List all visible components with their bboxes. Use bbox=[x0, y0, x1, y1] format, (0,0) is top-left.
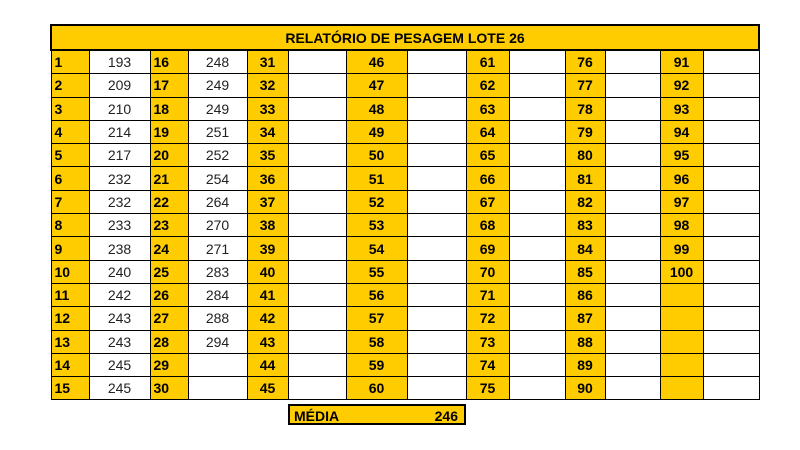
table-row bbox=[51, 353, 759, 376]
lot-number-cell: 89 bbox=[565, 353, 605, 376]
weight-value-cell bbox=[288, 120, 346, 143]
lot-number-cell: 65 bbox=[466, 144, 509, 167]
weight-value-cell bbox=[288, 50, 346, 74]
weight-value-cell bbox=[703, 144, 759, 167]
lot-number-cell: 29 bbox=[150, 353, 188, 376]
weight-value-cell bbox=[407, 283, 466, 306]
lot-number-cell: 56 bbox=[346, 283, 407, 306]
lot-number-cell: 46 bbox=[346, 50, 407, 74]
weight-value-cell bbox=[605, 260, 660, 283]
weight-value-cell bbox=[407, 260, 466, 283]
lot-number-cell: 17 bbox=[150, 74, 188, 97]
weight-value-cell bbox=[605, 283, 660, 306]
weight-value-cell: 242 bbox=[89, 283, 150, 306]
lot-number-cell: 100 bbox=[660, 260, 703, 283]
weight-value-cell bbox=[288, 144, 346, 167]
lot-number-cell: 61 bbox=[466, 50, 509, 74]
table-row bbox=[51, 97, 759, 120]
lot-number-cell: 4 bbox=[51, 120, 89, 143]
lot-number-cell bbox=[660, 307, 703, 330]
weight-value-cell bbox=[605, 190, 660, 213]
weight-value-cell bbox=[407, 330, 466, 353]
weight-value-cell: 238 bbox=[89, 237, 150, 260]
lot-number-cell: 12 bbox=[51, 307, 89, 330]
weight-value-cell bbox=[407, 50, 466, 74]
weight-value-cell: 251 bbox=[188, 120, 247, 143]
weight-value-cell bbox=[605, 307, 660, 330]
lot-number-cell: 67 bbox=[466, 190, 509, 213]
weight-value-cell: 288 bbox=[188, 307, 247, 330]
lot-number-cell: 85 bbox=[565, 260, 605, 283]
table-row bbox=[51, 144, 759, 167]
weight-value-cell bbox=[703, 353, 759, 376]
lot-number-cell: 21 bbox=[150, 167, 188, 190]
weight-value-cell bbox=[407, 120, 466, 143]
weight-value-cell: 232 bbox=[89, 190, 150, 213]
lot-number-cell bbox=[660, 283, 703, 306]
lot-number-cell: 8 bbox=[51, 214, 89, 237]
weight-value-cell bbox=[703, 50, 759, 74]
weight-value-cell bbox=[509, 144, 565, 167]
lot-number-cell: 35 bbox=[247, 144, 288, 167]
weight-value-cell bbox=[188, 377, 247, 400]
report-body bbox=[51, 25, 759, 400]
lot-number-cell: 31 bbox=[247, 50, 288, 74]
lot-number-cell: 11 bbox=[51, 283, 89, 306]
weight-value-cell bbox=[509, 50, 565, 74]
lot-number-cell: 6 bbox=[51, 167, 89, 190]
lot-number-cell: 18 bbox=[150, 97, 188, 120]
lot-number-cell: 14 bbox=[51, 353, 89, 376]
weight-value-cell bbox=[703, 74, 759, 97]
lot-number-cell: 54 bbox=[346, 237, 407, 260]
weight-value-cell bbox=[407, 190, 466, 213]
lot-number-cell: 34 bbox=[247, 120, 288, 143]
lot-number-cell: 40 bbox=[247, 260, 288, 283]
weight-value-cell: 283 bbox=[188, 260, 247, 283]
weight-value-cell: 294 bbox=[188, 330, 247, 353]
lot-number-cell: 83 bbox=[565, 214, 605, 237]
weight-value-cell bbox=[407, 377, 466, 400]
lot-number-cell: 70 bbox=[466, 260, 509, 283]
weight-value-cell bbox=[509, 237, 565, 260]
lot-number-cell: 26 bbox=[150, 283, 188, 306]
weight-value-cell: 209 bbox=[89, 74, 150, 97]
weight-value-cell bbox=[288, 214, 346, 237]
average-label: MÉDIA bbox=[294, 408, 340, 424]
lot-number-cell bbox=[660, 353, 703, 376]
weight-value-cell bbox=[605, 120, 660, 143]
lot-number-cell: 13 bbox=[51, 330, 89, 353]
lot-number-cell: 1 bbox=[51, 50, 89, 74]
lot-number-cell: 93 bbox=[660, 97, 703, 120]
weight-value-cell bbox=[703, 237, 759, 260]
weight-value-cell bbox=[509, 307, 565, 330]
weight-value-cell: 264 bbox=[188, 190, 247, 213]
weight-value-cell bbox=[288, 74, 346, 97]
weight-value-cell bbox=[605, 50, 660, 74]
lot-number-cell: 28 bbox=[150, 330, 188, 353]
lot-number-cell: 94 bbox=[660, 120, 703, 143]
lot-number-cell: 92 bbox=[660, 74, 703, 97]
lot-number-cell: 43 bbox=[247, 330, 288, 353]
weight-value-cell bbox=[509, 97, 565, 120]
lot-number-cell: 72 bbox=[466, 307, 509, 330]
lot-number-cell: 97 bbox=[660, 190, 703, 213]
lot-number-cell: 95 bbox=[660, 144, 703, 167]
lot-number-cell: 16 bbox=[150, 50, 188, 74]
average-value: 246 bbox=[434, 408, 458, 424]
weight-value-cell bbox=[509, 283, 565, 306]
lot-number-cell: 37 bbox=[247, 190, 288, 213]
lot-number-cell: 71 bbox=[466, 283, 509, 306]
weight-value-cell: 245 bbox=[89, 377, 150, 400]
lot-number-cell: 52 bbox=[346, 190, 407, 213]
weighing-report-table bbox=[50, 24, 760, 400]
weight-value-cell: 271 bbox=[188, 237, 247, 260]
weight-value-cell bbox=[509, 214, 565, 237]
average-box bbox=[288, 404, 466, 425]
table-row bbox=[51, 330, 759, 353]
lot-number-cell: 76 bbox=[565, 50, 605, 74]
weight-value-cell: 243 bbox=[89, 330, 150, 353]
lot-number-cell: 79 bbox=[565, 120, 605, 143]
weight-value-cell: 214 bbox=[89, 120, 150, 143]
weight-value-cell: 249 bbox=[188, 97, 247, 120]
lot-number-cell: 25 bbox=[150, 260, 188, 283]
weight-value-cell bbox=[288, 260, 346, 283]
weight-value-cell bbox=[509, 260, 565, 283]
table-row bbox=[51, 307, 759, 330]
weight-value-cell: 252 bbox=[188, 144, 247, 167]
lot-number-cell: 9 bbox=[51, 237, 89, 260]
lot-number-cell: 44 bbox=[247, 353, 288, 376]
weight-value-cell: 284 bbox=[188, 283, 247, 306]
lot-number-cell: 91 bbox=[660, 50, 703, 74]
weight-value-cell bbox=[703, 260, 759, 283]
weight-value-cell bbox=[703, 214, 759, 237]
lot-number-cell: 99 bbox=[660, 237, 703, 260]
weight-value-cell bbox=[288, 97, 346, 120]
weight-value-cell: 232 bbox=[89, 167, 150, 190]
weight-value-cell bbox=[509, 190, 565, 213]
weight-value-cell bbox=[703, 283, 759, 306]
weight-value-cell: 249 bbox=[188, 74, 247, 97]
weight-value-cell bbox=[407, 97, 466, 120]
weight-value-cell bbox=[288, 330, 346, 353]
lot-number-cell: 64 bbox=[466, 120, 509, 143]
weight-value-cell bbox=[407, 144, 466, 167]
weight-value-cell bbox=[605, 144, 660, 167]
weight-value-cell bbox=[288, 237, 346, 260]
table-row bbox=[51, 167, 759, 190]
weight-value-cell bbox=[407, 353, 466, 376]
lot-number-cell bbox=[660, 377, 703, 400]
lot-number-cell: 39 bbox=[247, 237, 288, 260]
weight-value-cell bbox=[703, 120, 759, 143]
lot-number-cell: 45 bbox=[247, 377, 288, 400]
weight-value-cell bbox=[605, 330, 660, 353]
weight-value-cell bbox=[605, 74, 660, 97]
lot-number-cell: 15 bbox=[51, 377, 89, 400]
weight-value-cell bbox=[407, 237, 466, 260]
table-row bbox=[51, 50, 759, 74]
lot-number-cell: 41 bbox=[247, 283, 288, 306]
weight-value-cell bbox=[509, 353, 565, 376]
weight-value-cell bbox=[509, 120, 565, 143]
lot-number-cell: 32 bbox=[247, 74, 288, 97]
weight-value-cell bbox=[605, 97, 660, 120]
lot-number-cell: 63 bbox=[466, 97, 509, 120]
weight-value-cell bbox=[703, 167, 759, 190]
weight-value-cell bbox=[703, 330, 759, 353]
lot-number-cell: 3 bbox=[51, 97, 89, 120]
lot-number-cell: 57 bbox=[346, 307, 407, 330]
weight-value-cell bbox=[407, 167, 466, 190]
lot-number-cell: 84 bbox=[565, 237, 605, 260]
lot-number-cell: 7 bbox=[51, 190, 89, 213]
lot-number-cell: 59 bbox=[346, 353, 407, 376]
weight-value-cell: 254 bbox=[188, 167, 247, 190]
weight-value-cell bbox=[509, 377, 565, 400]
weight-value-cell bbox=[605, 214, 660, 237]
weight-value-cell: 193 bbox=[89, 50, 150, 74]
lot-number-cell: 78 bbox=[565, 97, 605, 120]
weight-value-cell bbox=[288, 353, 346, 376]
lot-number-cell: 5 bbox=[51, 144, 89, 167]
table-row bbox=[51, 190, 759, 213]
lot-number-cell: 47 bbox=[346, 74, 407, 97]
weight-value-cell bbox=[509, 74, 565, 97]
weight-value-cell bbox=[288, 377, 346, 400]
table-row bbox=[51, 120, 759, 143]
weight-value-cell bbox=[288, 283, 346, 306]
lot-number-cell: 19 bbox=[150, 120, 188, 143]
weight-value-cell: 270 bbox=[188, 214, 247, 237]
lot-number-cell: 77 bbox=[565, 74, 605, 97]
weight-value-cell: 243 bbox=[89, 307, 150, 330]
lot-number-cell: 49 bbox=[346, 120, 407, 143]
lot-number-cell: 80 bbox=[565, 144, 605, 167]
lot-number-cell: 73 bbox=[466, 330, 509, 353]
lot-number-cell: 55 bbox=[346, 260, 407, 283]
lot-number-cell: 86 bbox=[565, 283, 605, 306]
lot-number-cell: 38 bbox=[247, 214, 288, 237]
lot-number-cell: 81 bbox=[565, 167, 605, 190]
lot-number-cell: 82 bbox=[565, 190, 605, 213]
lot-number-cell: 22 bbox=[150, 190, 188, 213]
lot-number-cell: 98 bbox=[660, 214, 703, 237]
report-title: RELATÓRIO DE PESAGEM LOTE 26 bbox=[51, 25, 759, 50]
lot-number-cell: 90 bbox=[565, 377, 605, 400]
table-row bbox=[51, 377, 759, 400]
weight-value-cell bbox=[605, 353, 660, 376]
lot-number-cell: 27 bbox=[150, 307, 188, 330]
lot-number-cell: 75 bbox=[466, 377, 509, 400]
weight-value-cell: 245 bbox=[89, 353, 150, 376]
weight-value-cell bbox=[288, 190, 346, 213]
lot-number-cell: 50 bbox=[346, 144, 407, 167]
lot-number-cell: 87 bbox=[565, 307, 605, 330]
lot-number-cell: 23 bbox=[150, 214, 188, 237]
weight-value-cell bbox=[703, 377, 759, 400]
lot-number-cell: 96 bbox=[660, 167, 703, 190]
lot-number-cell: 33 bbox=[247, 97, 288, 120]
weight-value-cell: 248 bbox=[188, 50, 247, 74]
weight-value-cell bbox=[605, 167, 660, 190]
weight-value-cell bbox=[509, 330, 565, 353]
weight-value-cell bbox=[703, 307, 759, 330]
table-row bbox=[51, 74, 759, 97]
table-row bbox=[51, 237, 759, 260]
lot-number-cell: 36 bbox=[247, 167, 288, 190]
weight-value-cell bbox=[605, 237, 660, 260]
lot-number-cell: 30 bbox=[150, 377, 188, 400]
lot-number-cell: 88 bbox=[565, 330, 605, 353]
lot-number-cell: 58 bbox=[346, 330, 407, 353]
lot-number-cell: 10 bbox=[51, 260, 89, 283]
table-row bbox=[51, 283, 759, 306]
table-row bbox=[51, 260, 759, 283]
weight-value-cell bbox=[703, 190, 759, 213]
weight-value-cell bbox=[407, 214, 466, 237]
weight-value-cell: 240 bbox=[89, 260, 150, 283]
lot-number-cell: 74 bbox=[466, 353, 509, 376]
weight-value-cell bbox=[509, 167, 565, 190]
lot-number-cell: 60 bbox=[346, 377, 407, 400]
weight-value-cell bbox=[188, 353, 247, 376]
lot-number-cell: 48 bbox=[346, 97, 407, 120]
lot-number-cell: 2 bbox=[51, 74, 89, 97]
weight-value-cell bbox=[605, 377, 660, 400]
weight-value-cell: 210 bbox=[89, 97, 150, 120]
weight-value-cell: 217 bbox=[89, 144, 150, 167]
weight-value-cell bbox=[407, 307, 466, 330]
lot-number-cell bbox=[660, 330, 703, 353]
weight-value-cell bbox=[407, 74, 466, 97]
lot-number-cell: 53 bbox=[346, 214, 407, 237]
lot-number-cell: 42 bbox=[247, 307, 288, 330]
weight-value-cell: 233 bbox=[89, 214, 150, 237]
lot-number-cell: 66 bbox=[466, 167, 509, 190]
lot-number-cell: 20 bbox=[150, 144, 188, 167]
table-row bbox=[51, 214, 759, 237]
weight-value-cell bbox=[288, 167, 346, 190]
weight-value-cell bbox=[703, 97, 759, 120]
lot-number-cell: 62 bbox=[466, 74, 509, 97]
lot-number-cell: 24 bbox=[150, 237, 188, 260]
lot-number-cell: 69 bbox=[466, 237, 509, 260]
lot-number-cell: 68 bbox=[466, 214, 509, 237]
weight-value-cell bbox=[288, 307, 346, 330]
lot-number-cell: 51 bbox=[346, 167, 407, 190]
